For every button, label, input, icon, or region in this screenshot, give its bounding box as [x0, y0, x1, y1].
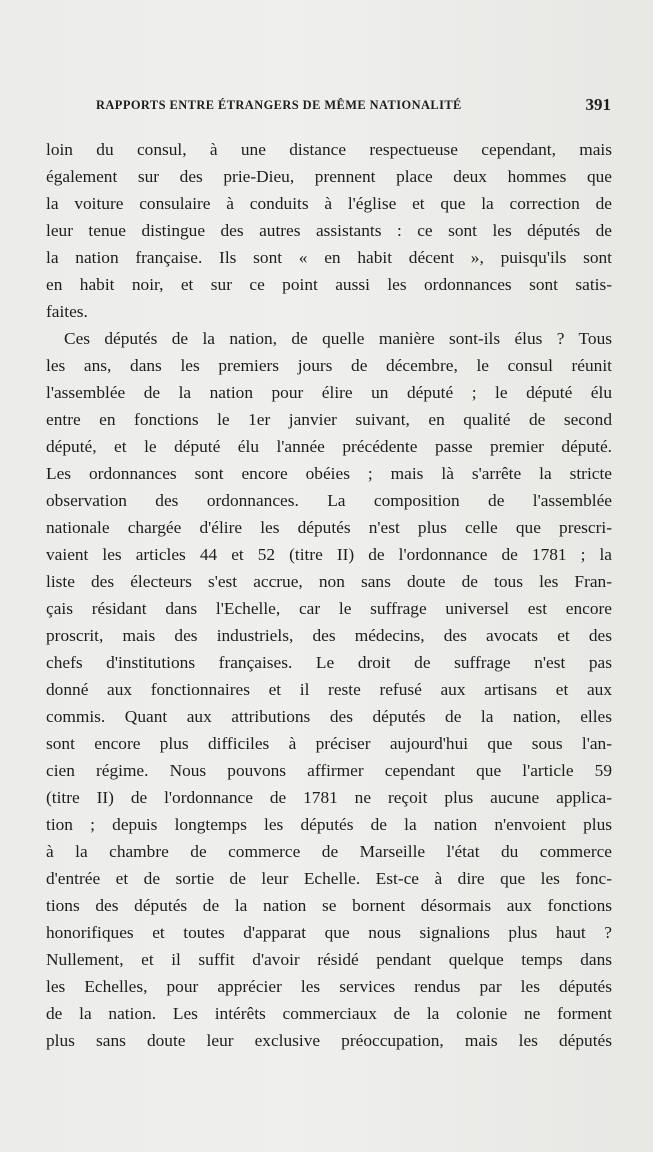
text-line: cien régime. Nous pouvons affirmer cependant que l'article 59: [46, 761, 612, 780]
text-line: çais résidant dans l'Echelle, car le suffrage universel est encore: [46, 599, 612, 618]
text-line: les ans, dans les premiers jours de décembre, le consul réunit: [46, 356, 612, 375]
text-line: sont encore plus difficiles à préciser aujourd'hui que sous l'an-: [46, 734, 612, 753]
text-line: vaient les articles 44 et 52 (titre II) de l'ordonnance de 1781 ; la: [46, 545, 612, 564]
text-line: observation des ordonnances. La composition de l'assemblée: [46, 491, 612, 510]
running-head: RAPPORTS ENTRE ÉTRANGERS DE MÊME NATIONALITÉ: [96, 98, 462, 112]
text-line: (titre II) de l'ordonnance de 1781 ne reçoit plus aucune applica-: [46, 788, 612, 807]
text-line: l'assemblée de la nation pour élire un député ; le député élu: [46, 383, 612, 402]
text-line: proscrit, mais des industriels, des médecins, des avocats et des: [46, 626, 612, 645]
text-line: leur tenue distingue des autres assistants : ce sont les députés de: [46, 221, 612, 240]
text-line: donné aux fonctionnaires et il reste refusé aux artisans et aux: [46, 680, 612, 699]
text-line: entre en fonctions le 1er janvier suivant, en qualité de second: [46, 410, 612, 429]
text-line: plus sans doute leur exclusive préoccupation, mais les députés: [46, 1031, 612, 1050]
text-line: liste des électeurs s'est accrue, non sans doute de tous les Fran-: [46, 572, 612, 591]
page-number: 391: [585, 95, 611, 114]
text-line: en habit noir, et sur ce point aussi les ordonnances sont satis-: [46, 275, 612, 294]
text-line: les Echelles, pour apprécier les services rendus par les députés: [46, 977, 612, 996]
text-line: Nullement, et il suffit d'avoir résidé pendant quelque temps dans: [46, 950, 612, 969]
text-line: député, et le député élu l'année précédente passe premier député.: [46, 437, 612, 456]
text-line: tions des députés de la nation se bornent désormais aux fonctions: [46, 896, 612, 915]
text-line: la voiture consulaire à conduits à l'église et que la correction de: [46, 194, 612, 213]
body-text: [46, 136, 612, 1054]
text-line: loin du consul, à une distance respectueuse cependant, mais: [46, 140, 612, 159]
text-line: de la nation. Les intérêts commerciaux de la colonie ne forment: [46, 1004, 612, 1023]
text-line: faites.: [46, 302, 88, 321]
text-line: d'entrée et de sortie de leur Echelle. Est-ce à dire que les fonc-: [46, 869, 612, 888]
paragraph-start-line: Ces députés de la nation, de quelle manière sont-ils élus ? Tous: [64, 329, 612, 348]
text-line: la nation française. Ils sont « en habit décent », puisqu'ils sont: [46, 248, 612, 267]
text-line: Les ordonnances sont encore obéies ; mais là s'arrête la stricte: [46, 464, 612, 483]
text-line: honorifiques et toutes d'apparat que nous signalions plus haut ?: [46, 923, 612, 942]
text-line: chefs d'institutions françaises. Le droit de suffrage n'est pas: [46, 653, 612, 672]
text-line: à la chambre de commerce de Marseille l'état du commerce: [46, 842, 612, 861]
page-header: [96, 93, 616, 117]
text-line: tion ; depuis longtemps les députés de la nation n'envoient plus: [46, 815, 612, 834]
text-line: également sur des prie-Dieu, prennent place deux hommes que: [46, 167, 612, 186]
text-line: commis. Quant aux attributions des députés de la nation, elles: [46, 707, 612, 726]
text-line: nationale chargée d'élire les députés n'est plus celle que prescri-: [46, 518, 612, 537]
